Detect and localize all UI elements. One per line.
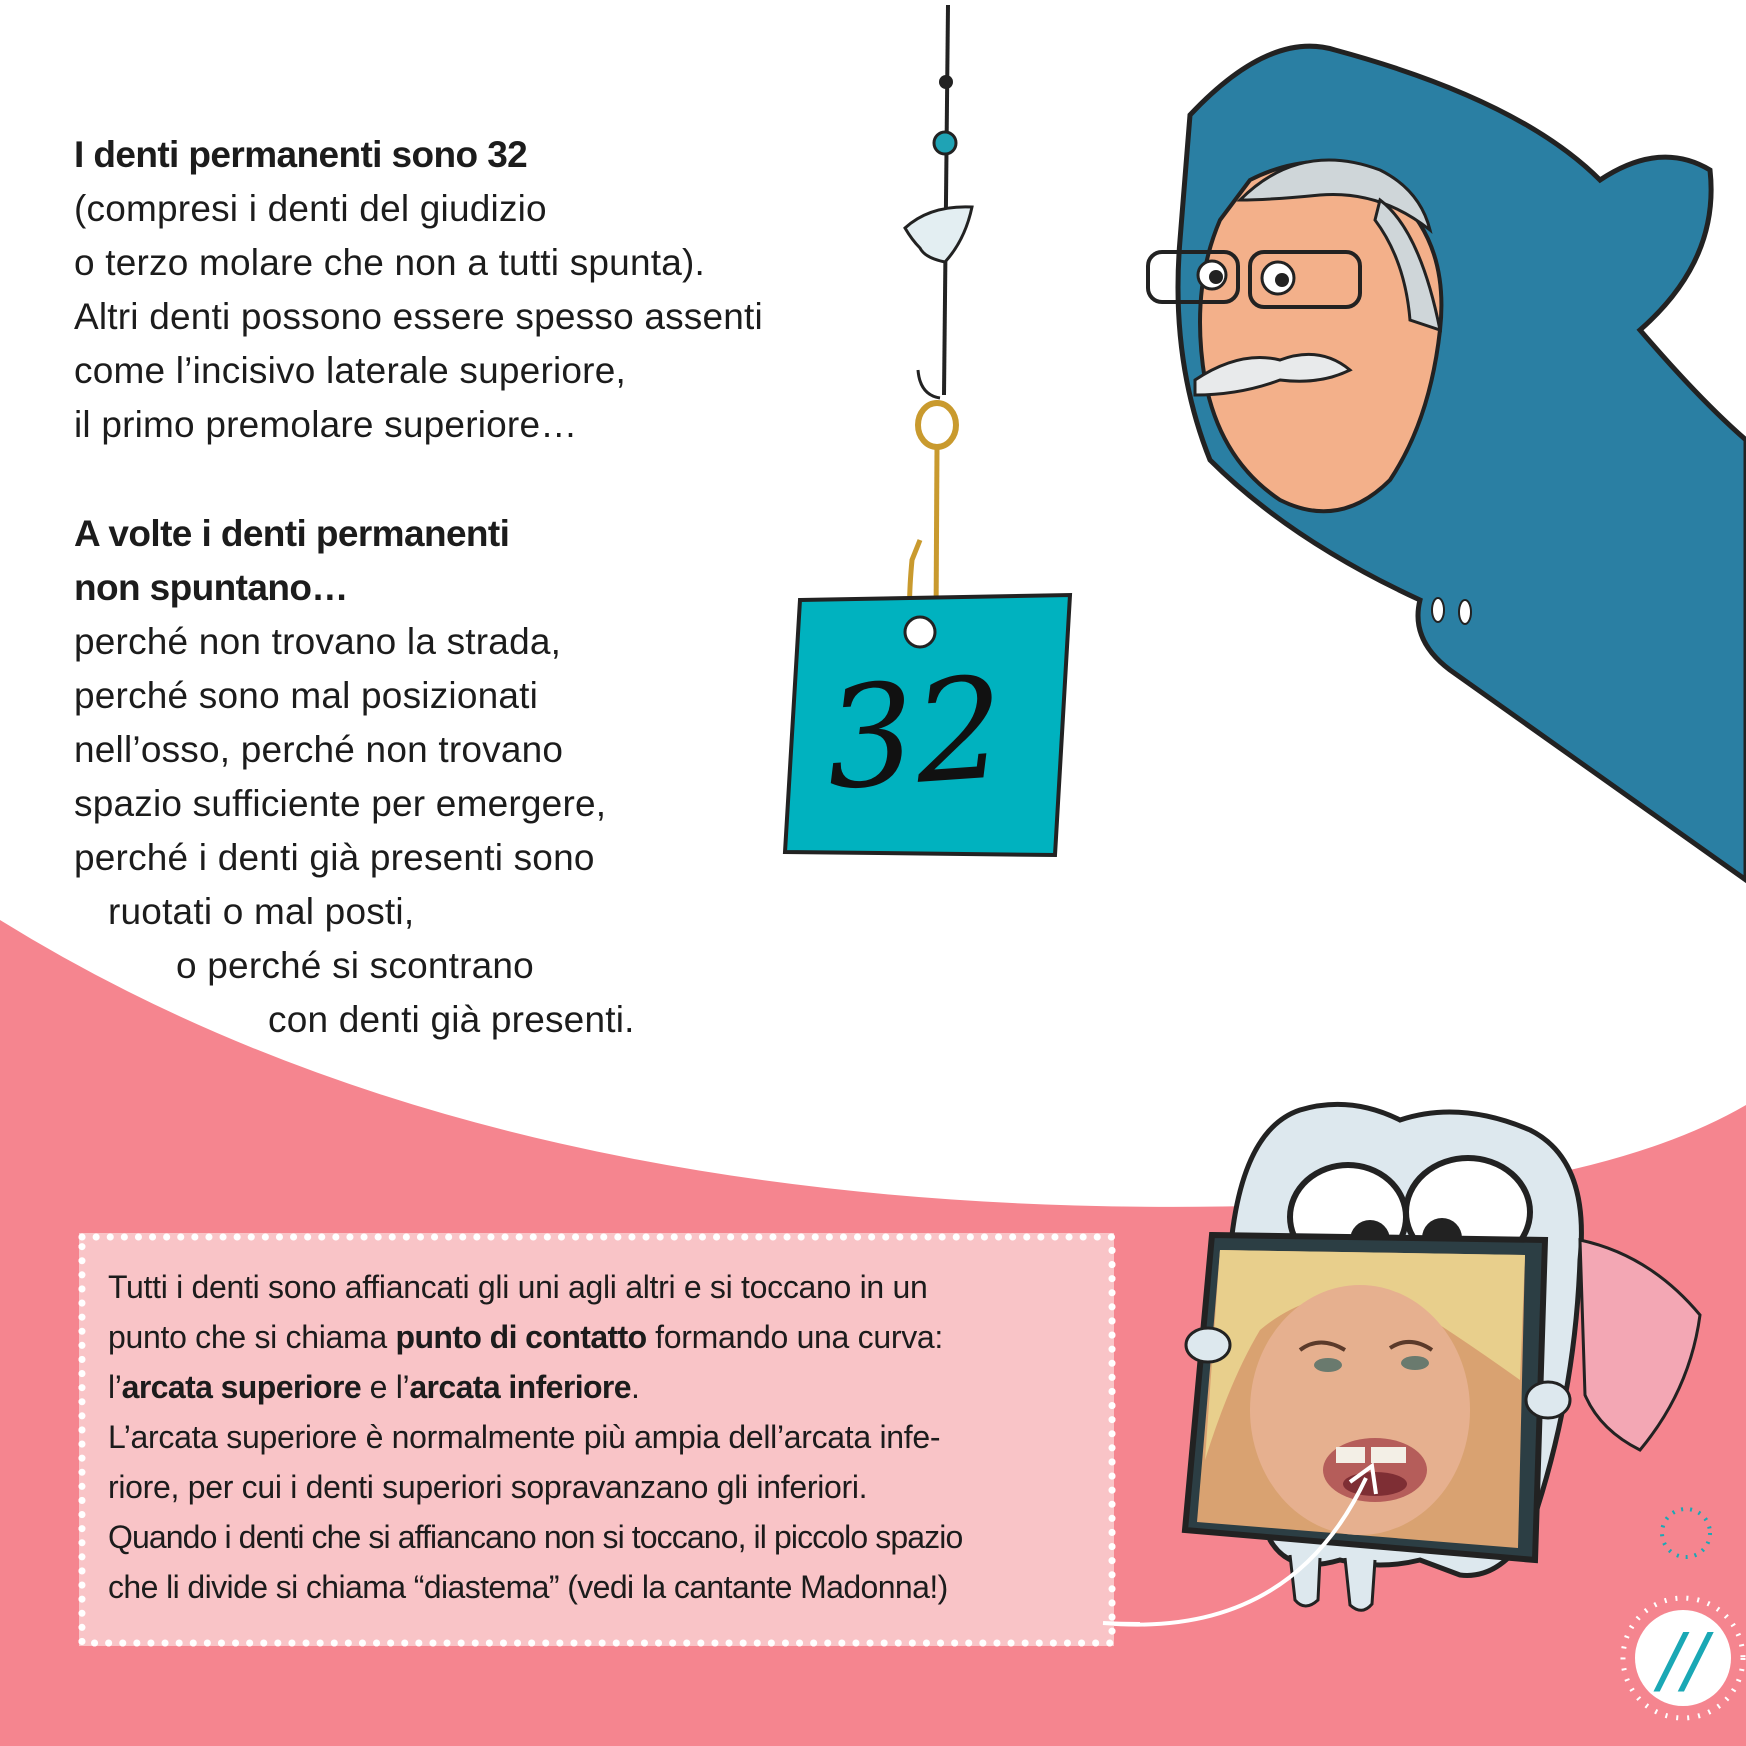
- madonna-photo: [1197, 1250, 1525, 1548]
- info-text: .: [630, 1369, 640, 1405]
- info-line: Tutti i denti sono affiancati gli uni agli altri e si toccano in un: [108, 1269, 928, 1305]
- heading-not-erupting-2: non spuntano…: [74, 567, 348, 608]
- info-paragraph: [108, 1262, 1098, 1612]
- text-line: nell’osso, perché non trovano: [74, 729, 564, 770]
- term-contact-point: punto di contatto: [395, 1319, 647, 1355]
- text-line: (compresi i denti del giudizio: [74, 188, 547, 229]
- info-line: che li divide si chiama “diastema” (vedi la cantante Madonna!): [108, 1569, 948, 1605]
- info-text: punto che si chiama: [108, 1319, 396, 1355]
- term-upper-arch: arcata superiore: [121, 1369, 362, 1405]
- hooded-fisherman-illustration: [1148, 46, 1746, 880]
- heading-permanent-teeth: I denti permanenti sono 32: [74, 134, 528, 175]
- text-line: con denti già presenti.: [268, 999, 635, 1040]
- info-line: riore, per cui i denti superiori sopravanzano gli inferiori.: [108, 1469, 868, 1505]
- text-line: o perché si scontrano: [176, 945, 534, 986]
- info-text: formando una curva:: [646, 1319, 943, 1355]
- text-line: Altri denti possono essere spesso assenti: [74, 296, 763, 337]
- text-line: perché sono mal posizionati: [74, 675, 539, 716]
- text-line: spazio sufficiente per emergere,: [74, 783, 607, 824]
- info-line: [108, 1362, 1098, 1412]
- tag-number: 32: [820, 646, 1010, 823]
- text-line: il primo premolare superiore…: [74, 404, 578, 445]
- info-line: [108, 1312, 1098, 1362]
- term-lower-arch: arcata inferiore: [409, 1369, 631, 1405]
- text-line: ruotati o mal posti,: [108, 891, 415, 932]
- text-line: o terzo molare che non a tutti spunta).: [74, 242, 705, 283]
- info-line: Quando i denti che si affiancano non si toccano, il piccolo spazio: [108, 1519, 963, 1555]
- info-text: e l’: [361, 1369, 410, 1405]
- info-text: l’: [108, 1369, 122, 1405]
- text-line: perché non trovano la strada,: [74, 621, 562, 662]
- info-line: L’arcata superiore è normalmente più ampia dell’arcata infe-: [108, 1419, 941, 1455]
- page-number-label: //: [1658, 1618, 1708, 1702]
- text-line: come l’incisivo laterale superiore,: [74, 350, 626, 391]
- fishing-line-illustration: [905, 5, 972, 646]
- text-line: perché i denti già presenti sono: [74, 837, 595, 878]
- heading-not-erupting: A volte i denti permanenti: [74, 513, 510, 554]
